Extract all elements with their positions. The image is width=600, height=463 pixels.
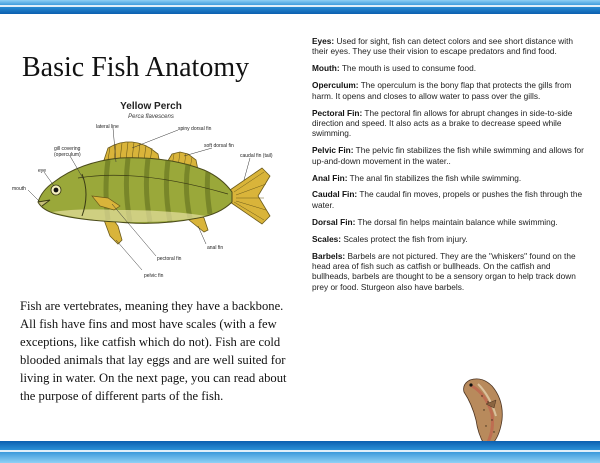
term: Eyes: [312, 36, 335, 46]
description: The mouth is used to consume food. [341, 63, 477, 74]
definition-barbels [312, 251, 588, 293]
bottom-border-band [0, 441, 600, 463]
label-spiny-dorsal-fin: spiny dorsal fin [178, 126, 212, 132]
perch-icon [8, 98, 300, 294]
label-caudal-fin: caudal fin (tail) [240, 153, 273, 159]
definition-operculum [312, 80, 588, 101]
definition-pelvic-fin [312, 145, 588, 166]
label-operculum: (operculum) [54, 152, 81, 158]
label-mouth: mouth [12, 186, 26, 192]
description: The operculum is the bony flap that protects the gills from harm. It opens and closes to allow water to pass over the gills. [312, 80, 572, 101]
description: Scales protect the fish from injury. [343, 233, 468, 244]
definition-mouth [312, 63, 588, 73]
definition-caudal-fin [312, 189, 588, 210]
term: Dorsal Fin: [312, 216, 356, 227]
description: Used for sight, fish can detect colors and see short distance with their eyes. They use their vision to escape predators and find food. [312, 36, 574, 57]
term: Anal Fin: [312, 172, 348, 183]
description: The dorsal fin helps maintain balance while swimming. [357, 216, 558, 227]
perch-diagram [8, 98, 300, 294]
intro-paragraph: Fish are vertebrates, meaning they have a backbone. All fish have fins and most have scales (with a few exceptions, like catfish which do not). Fish are cold blooded animals that lay eggs and are well suited for living in water. On the next page, you can read about the purpose of different parts of the fish. [20, 299, 287, 403]
term: Caudal Fin: [312, 189, 358, 200]
label-eye: eye [38, 168, 47, 174]
definition-pectoral-fin [312, 108, 588, 139]
label-gill-covering: gill covering [54, 146, 81, 152]
term: Scales: [312, 233, 342, 244]
figure-title: Yellow Perch [120, 101, 182, 112]
label-soft-dorsal-fin: soft dorsal fin [204, 143, 234, 149]
term: Barbels: [312, 250, 346, 261]
description: The pelvic fin stabilizes the fish while swimming and allows for up-and-down movement in the water.. [312, 145, 584, 166]
term: Pectoral Fin: [312, 107, 363, 118]
definition-eyes [312, 36, 588, 57]
label-anal-fin: anal fin [207, 245, 224, 251]
definition-dorsal-fin [312, 217, 588, 227]
definition-scales [312, 234, 588, 244]
page-title: Basic Fish Anatomy [22, 52, 250, 83]
term: Pelvic Fin: [312, 145, 354, 156]
description: The caudal fin moves, propels or pushes the fish through the water. [312, 189, 583, 210]
definitions-list [312, 36, 588, 299]
description: Barbels are not pictured. They are the "whiskers" found on the head area of fish such as catfish or bullheads. On the catfish and bullheads, barbels are thought to be a sensory organ to help track down prey or food. Sturgeon also have barbels. [312, 250, 576, 292]
top-border-band [0, 0, 600, 14]
description: The pectoral fin allows for abrupt changes in side-to-side direction and speed. It also acts as a brake to decrease speed while swimming. [312, 107, 573, 139]
definition-anal-fin [312, 173, 588, 183]
figure-subtitle: Perca flavescens [128, 114, 174, 120]
term: Mouth: [312, 63, 340, 74]
description: The anal fin stabilizes the fish while swimming. [349, 172, 522, 183]
label-lateral-line: lateral line [96, 124, 119, 130]
term: Operculum: [312, 80, 359, 91]
label-pectoral-fin: pectoral fin [157, 256, 182, 262]
label-pelvic-fin: pelvic fin [144, 273, 164, 279]
